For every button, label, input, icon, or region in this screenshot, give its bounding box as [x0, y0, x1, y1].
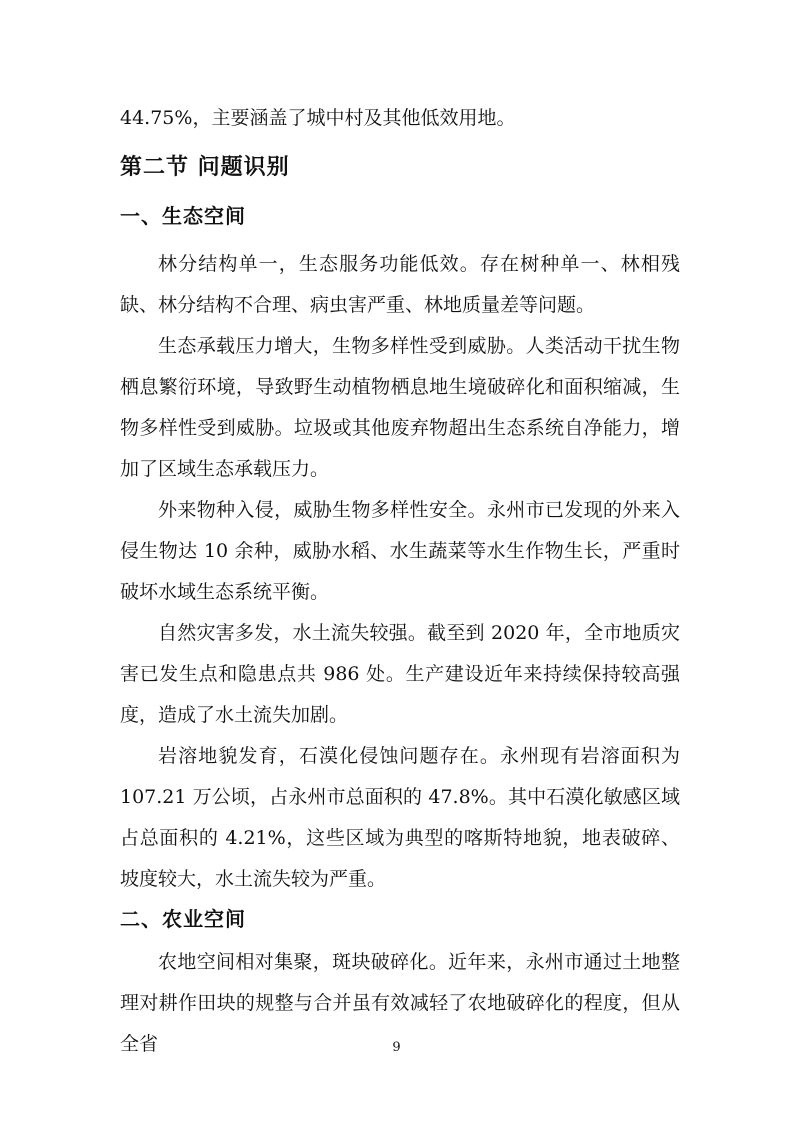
paragraph-karst: 岩溶地貌发育，石漠化侵蚀问题存在。永州现有岩溶面积为 107.21 万公顷，占永州市总面积的 47.8%。其中石漠化敏感区域占总面积的 4.21%，这些区域为典型的喀斯特地貌，地表破碎、坡度较大，水土流失较为严重。: [120, 745, 680, 890]
paragraph-ecological-pressure: 生态承载压力增大，生物多样性受到威胁。人类活动干扰生物栖息繁衍环境，导致野生动植物栖息地生境破碎化和面积缩减，生物多样性受到威胁。垃圾或其他废弃物超出生态系统自净能力，增加了区域生态承载压力。: [120, 335, 680, 480]
paragraph-forest-structure: 林分结构单一，生态服务功能低效。存在树种单一、林相残缺、林分结构不合理、病虫害严重、林地质量差等问题。: [120, 253, 680, 316]
paragraph-invasive-species: 外来物种入侵，威胁生物多样性安全。永州市已发现的外来入侵生物达 10 余种，威胁水稻、水生蔬菜等水生作物生长，严重时破坏水域生态系统平衡。: [120, 499, 680, 603]
subsection-heading-ecology: 一、生态空间: [120, 204, 246, 228]
paragraph-farmland: 农地空间相对集聚，斑块破碎化。近年来，永州市通过土地整理对耕作田块的规整与合并虽有效减轻了农地破碎化的程度，但从全省: [120, 951, 680, 1055]
paragraph-natural-disasters: 自然灾害多发，水土流失较强。截至到 2020 年，全市地质灾害已发生点和隐患点共 986 处。生产建设近年来持续保持较高强度，造成了水土流失加剧。: [120, 622, 680, 726]
section-heading: 第二节 问题识别: [120, 155, 290, 180]
subsection-heading-agriculture: 二、农业空间: [120, 907, 246, 931]
page-number: 9: [392, 1040, 401, 1055]
intro-paragraph: 44.75%，主要涵盖了城中村及其他低效用地。: [120, 107, 516, 129]
